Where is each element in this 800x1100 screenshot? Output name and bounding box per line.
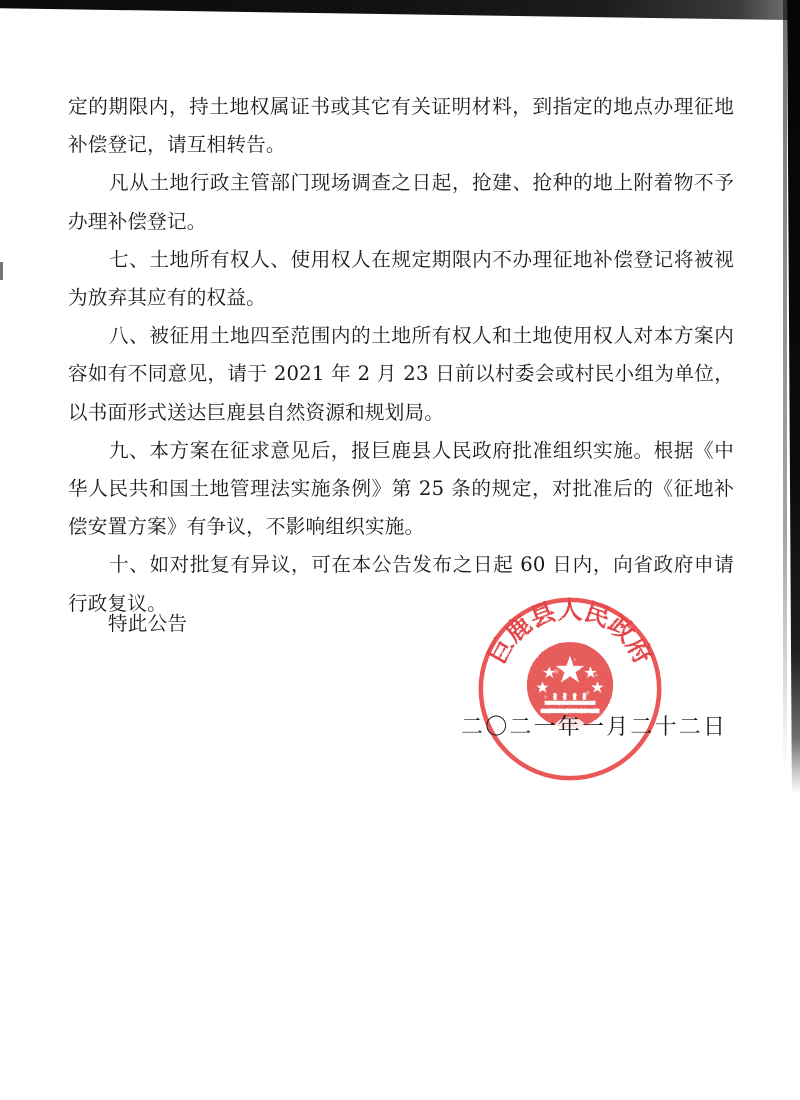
scan-edge-top xyxy=(0,0,800,21)
document-body xyxy=(68,88,734,623)
paragraph-item-10: 十、如对批复有异议，可在本公告发布之日起 60 日内，向省政府申请行政复议。 xyxy=(68,553,734,615)
scan-edge-right-shadow xyxy=(783,0,787,770)
paragraph-item-7: 七、土地所有权人、使用权人在规定期限内不办理征地补偿登记将被视为放弃其应有的权益。 xyxy=(68,247,734,310)
paragraph-item-9: 九、本方案在征求意见后，报巨鹿县人民政府批准组织实施。根据《中华人民共和国土地管理法实施条例》第 25 条的规定，对批准后的《征地补偿安置方案》有争议，不影响组织实施。 xyxy=(68,438,734,539)
paragraph-item-8: 八、被征用土地四至范围内的土地所有权人和土地使用权人对本方案内容如有不同意见，请于 2021 年 2 月 23 日前以村委会或村民小组为单位，以书面形式送达巨鹿县自然资源和规划局。 xyxy=(68,324,734,424)
official-seal xyxy=(472,591,668,787)
scan-speck-left xyxy=(0,262,3,280)
closing-notice-label: 特此公告 xyxy=(108,612,188,635)
paragraph-continued: 定的期限内，持土地权属证书或其它有关证明材料，到指定的地点办理征地补偿登记，请互相转告。 xyxy=(68,95,734,157)
issue-date: 二〇二一年一月二十二日 xyxy=(461,715,728,740)
svg-text:巨鹿县人民政府: 巨鹿县人民政府 xyxy=(482,595,658,669)
paragraph-survey-date: 凡从土地行政主管部门现场调查之日起，抢建、抢种的地上附着物不予办理补偿登记。 xyxy=(68,171,734,233)
scan-edge-right xyxy=(787,0,800,794)
